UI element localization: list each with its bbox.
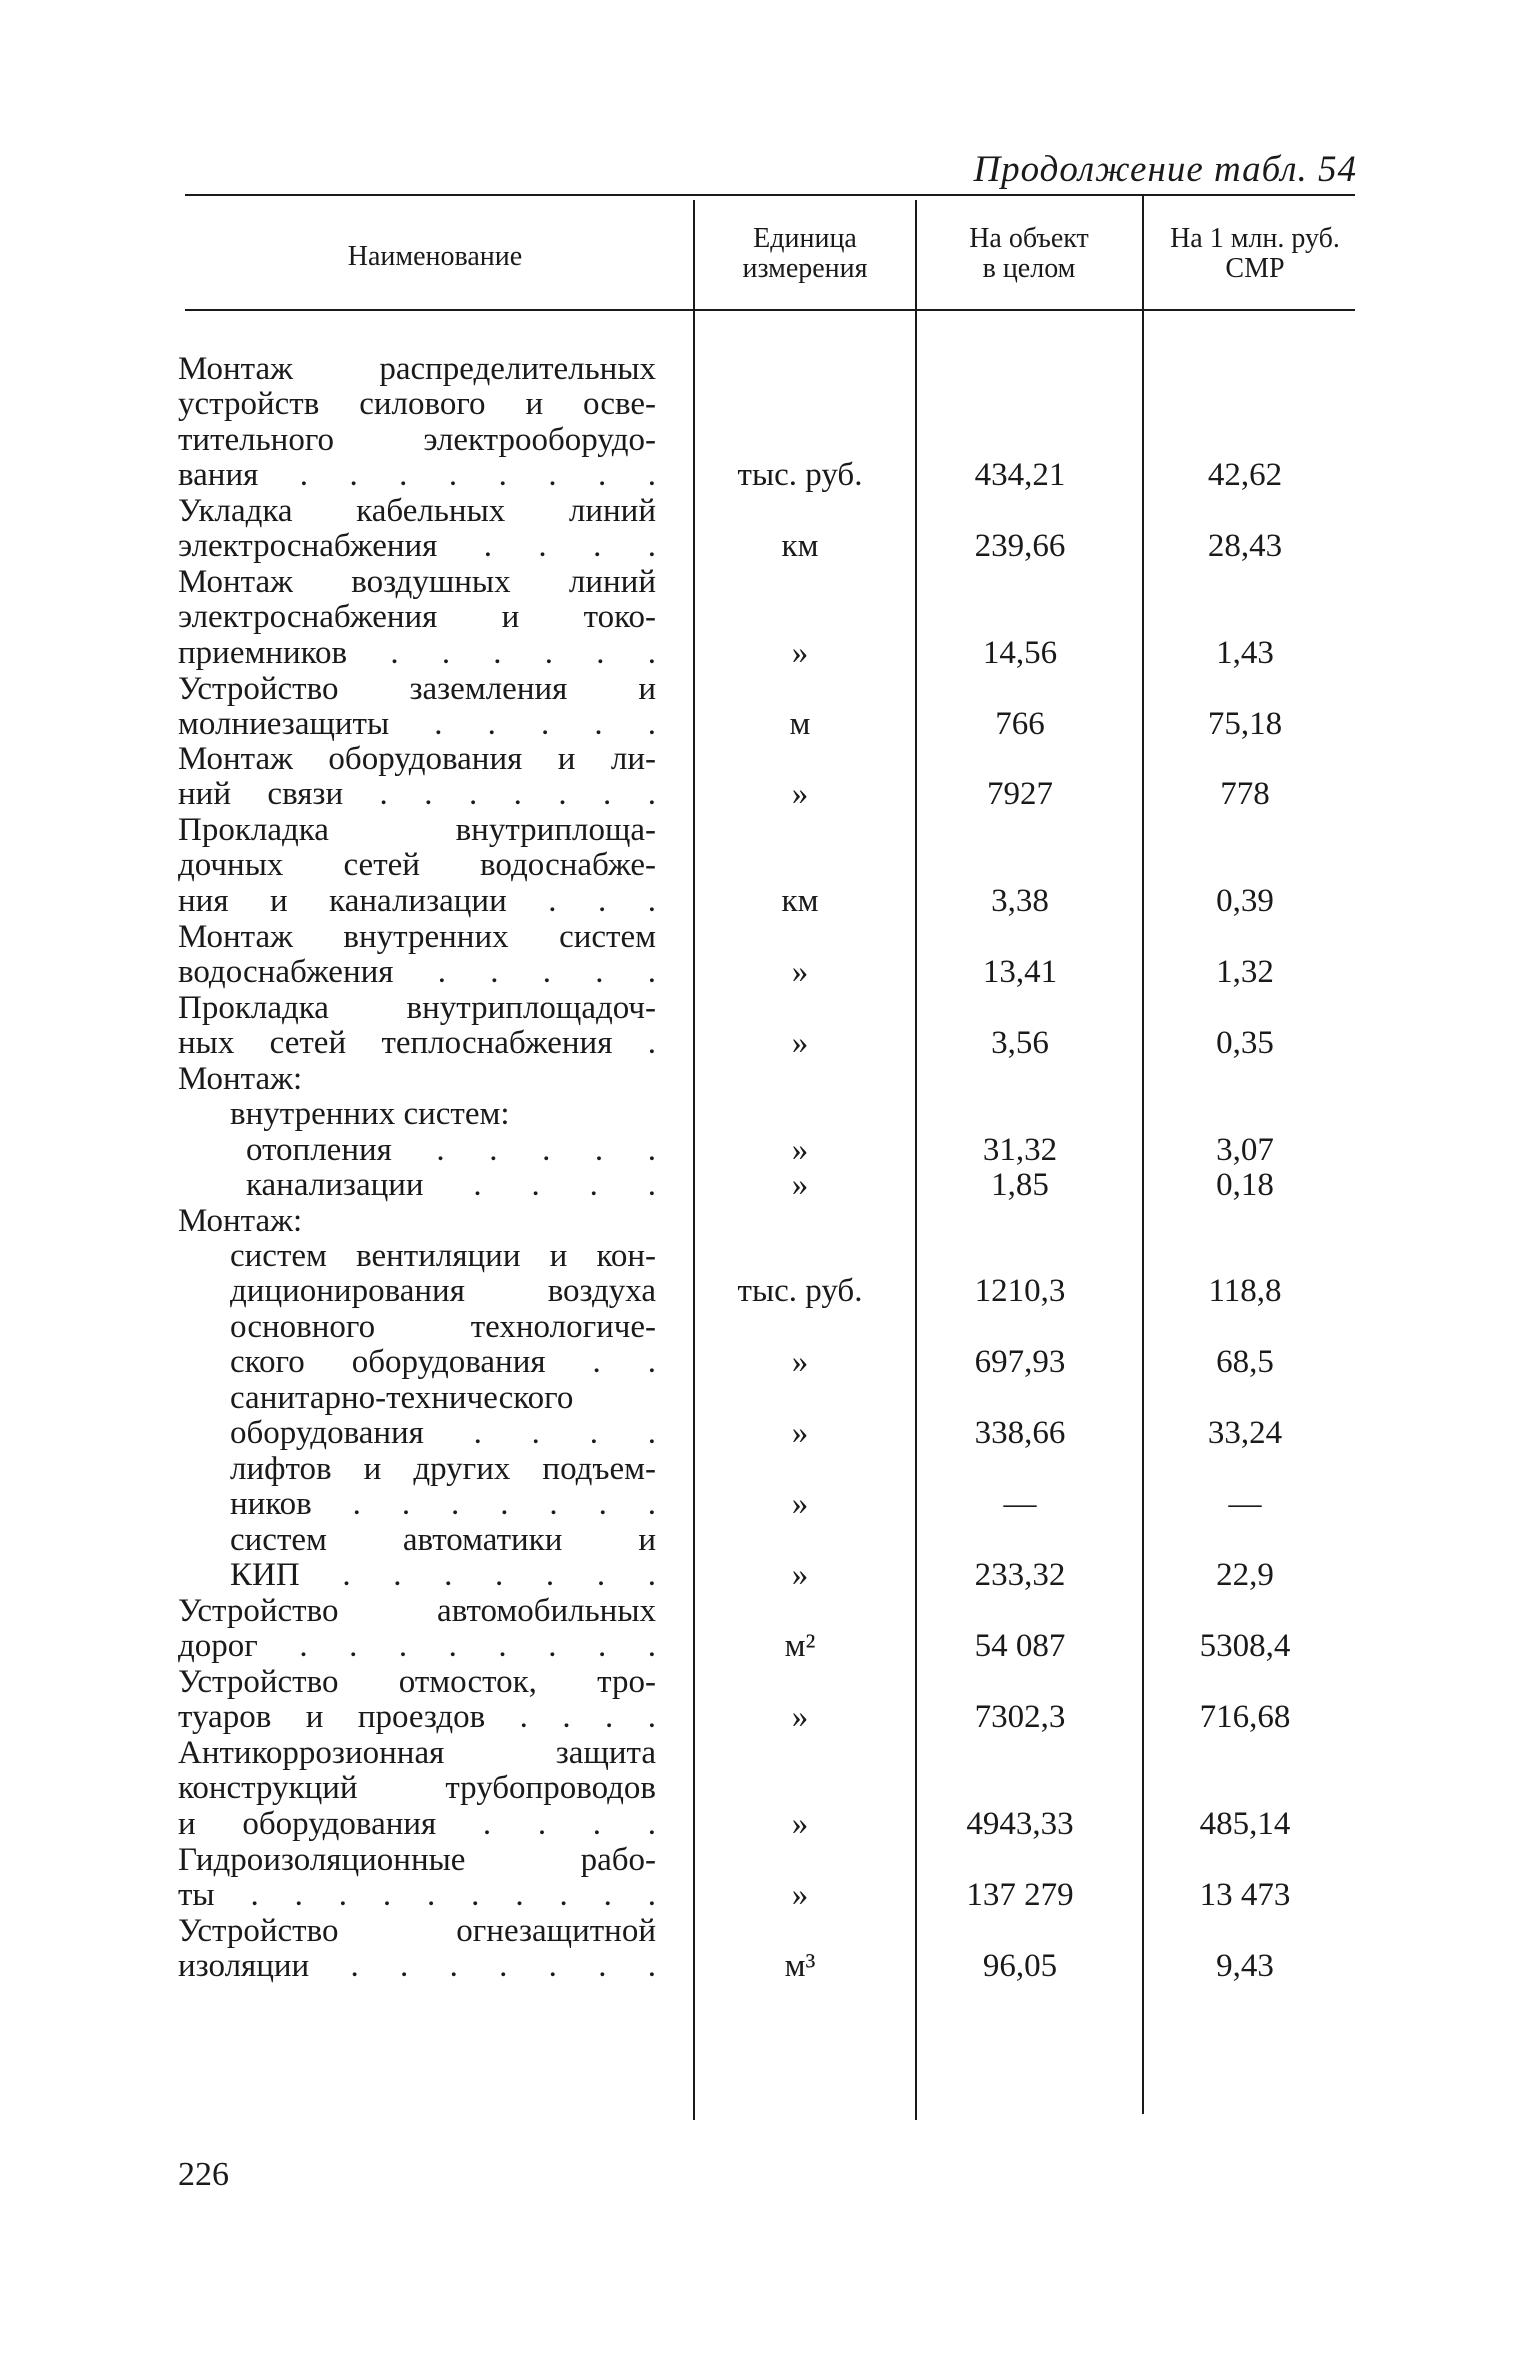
row-smr-value: 68,5 (1216, 1344, 1274, 1381)
row-name (178, 565, 656, 671)
row-smr-value: — (1228, 1486, 1262, 1523)
row-unit: тыс. руб. (737, 1273, 863, 1310)
row-name (178, 920, 656, 991)
row-object-value: 14,56 (982, 634, 1058, 671)
row-name (178, 813, 656, 919)
row-unit: » (791, 1167, 809, 1203)
row-name-line: Гидроизоляционные рабо- (178, 1842, 656, 1878)
row-name-line: ний связи . . . . . . . (178, 776, 656, 813)
row-name-line: Антикоррозионная защита (178, 1735, 656, 1771)
row-name-line: Монтаж воздушных линий (178, 564, 656, 600)
row-smr-value: 3,07 (1216, 1132, 1274, 1168)
row-object-value: 96,05 (982, 1948, 1058, 1985)
row-name-line: Устройство огнезащитной (178, 1913, 656, 1949)
row-object-value: 1,85 (991, 1167, 1049, 1203)
row-smr-value: 13 473 (1199, 1877, 1291, 1914)
row-name-line: канализации . . . . (246, 1167, 656, 1203)
header-object-line-1: На объект (969, 223, 1089, 254)
row-name (178, 494, 656, 565)
row-name (178, 1062, 656, 1097)
row-object-value: 434,21 (974, 456, 1066, 493)
row-name (246, 1168, 656, 1203)
header-unit-line-2: измерения (742, 253, 868, 284)
row-name (230, 1452, 656, 1523)
row-name (178, 1204, 656, 1239)
row-name (230, 1310, 656, 1381)
row-name-line: Прокладка внутриплоща- (178, 812, 656, 848)
row-name-line: устройств силового и осве- (178, 386, 656, 423)
page-number: 226 (178, 2156, 229, 2193)
row-name-line: конструкций трубопроводов (178, 1770, 656, 1807)
row-name-line: отопления . . . . . (246, 1132, 656, 1168)
row-object-value: 54 087 (974, 1628, 1066, 1665)
row-name-line: Прокладка внутриплощадоч- (178, 990, 656, 1026)
row-name-line: ты . . . . . . . . . . (178, 1877, 656, 1914)
row-name-line: вания . . . . . . . . (178, 456, 656, 493)
row-object-value: 13,41 (982, 954, 1058, 991)
row-name-line: электроснабжения . . . . (178, 528, 656, 565)
row-object-value: 137 279 (966, 1877, 1074, 1914)
row-unit: тыс. руб. (737, 456, 863, 493)
row-unit: » (791, 1699, 809, 1736)
row-smr-value: 33,24 (1207, 1415, 1283, 1452)
row-name-line: изоляции . . . . . . . (178, 1948, 656, 1985)
row-name (230, 1239, 656, 1310)
row-name (230, 1523, 656, 1594)
row-name (178, 352, 656, 493)
row-name-line: электроснабжения и токо- (178, 599, 656, 636)
row-name (178, 1914, 656, 1985)
row-name-line: Устройство отмосток, тро- (178, 1664, 656, 1700)
row-object-value: 766 (995, 706, 1045, 743)
row-name-line: дорог . . . . . . . . (178, 1628, 656, 1665)
row-smr-value: 778 (1220, 776, 1270, 813)
row-name-line: санитарно-технического (230, 1380, 574, 1416)
header-smr (1146, 224, 1364, 284)
row-name-line: систем автоматики и (230, 1522, 656, 1558)
row-object-value: 3,56 (991, 1025, 1049, 1062)
header-bottom-rule (185, 309, 1355, 311)
header-unit-line-1: Единица (753, 223, 857, 254)
row-unit: м² (784, 1628, 816, 1665)
row-smr-value: 0,18 (1216, 1167, 1274, 1203)
row-name-line: Устройство автомобильных (178, 1593, 656, 1629)
row-name-line: лифтов и других подъем- (230, 1451, 656, 1487)
row-name-line: Монтаж оборудования и ли- (178, 741, 656, 777)
row-unit: » (791, 1557, 809, 1594)
row-object-value: 338,66 (974, 1415, 1066, 1452)
row-name-line: и оборудования . . . . (178, 1805, 656, 1842)
row-unit: » (791, 1877, 809, 1914)
row-unit: » (791, 634, 809, 671)
header-smr-line-2: СМР (1225, 253, 1285, 284)
row-name (178, 742, 656, 813)
row-object-value: 1210,3 (974, 1273, 1066, 1310)
row-name-line: систем вентиляции и кон- (230, 1238, 656, 1274)
row-smr-value: 42,62 (1207, 456, 1283, 493)
row-smr-value: 75,18 (1207, 706, 1283, 743)
row-unit: » (791, 954, 809, 991)
row-name-line: Укладка кабельных линий (178, 493, 656, 529)
row-name (230, 1097, 656, 1132)
row-smr-value: 0,35 (1216, 1025, 1274, 1062)
row-unit: м³ (784, 1948, 816, 1985)
table-caption: Продолжение табл. 54 (973, 149, 1357, 190)
row-name-line: молниезащиты . . . . . (178, 706, 656, 743)
row-name-line: внутренних систем: (230, 1096, 510, 1132)
row-name-line: Устройство заземления и (178, 671, 656, 707)
row-name-line: дочных сетей водоснабже- (178, 847, 656, 884)
row-smr-value: 716,68 (1199, 1699, 1291, 1736)
row-unit: » (791, 776, 809, 813)
row-name-line: Монтаж распределительных (178, 351, 656, 387)
row-smr-value: 1,32 (1216, 954, 1274, 991)
row-unit: » (791, 1486, 809, 1523)
row-unit: » (791, 1344, 809, 1381)
row-name-line: ния и канализации . . . (178, 882, 656, 919)
row-unit: км (781, 528, 819, 565)
row-object-value: 7302,3 (974, 1699, 1066, 1736)
row-name-line: оборудования . . . . (230, 1415, 656, 1452)
row-unit: м (789, 706, 811, 743)
row-name (178, 1665, 656, 1736)
row-smr-value: 28,43 (1207, 528, 1283, 565)
header-object-line-2: в целом (982, 253, 1076, 284)
row-name-line: диционирования воздуха (230, 1273, 656, 1310)
row-name-line: приемников . . . . . . (178, 634, 656, 671)
row-smr-value: 485,14 (1199, 1805, 1291, 1842)
row-name-line: КИП . . . . . . . (230, 1557, 656, 1594)
row-smr-value: 0,39 (1216, 882, 1274, 919)
row-name-line: ского оборудования . . (230, 1344, 656, 1381)
header-unit (700, 224, 910, 284)
row-unit: » (791, 1805, 809, 1842)
row-smr-value: 9,43 (1216, 1948, 1274, 1985)
row-object-value: 31,32 (982, 1132, 1058, 1168)
row-smr-value: 118,8 (1208, 1273, 1282, 1310)
row-name-line: Монтаж: (178, 1203, 303, 1239)
row-name (178, 1843, 656, 1914)
row-name (178, 991, 656, 1062)
row-name-line: Монтаж: (178, 1061, 303, 1097)
table-top-rule (185, 194, 1355, 196)
row-smr-value: 5308,4 (1199, 1628, 1291, 1665)
row-object-value: 4943,33 (966, 1805, 1074, 1842)
row-name-line: Монтаж внутренних систем (178, 919, 656, 955)
row-unit: » (791, 1415, 809, 1452)
row-smr-value: 1,43 (1216, 634, 1274, 671)
row-name (178, 1594, 656, 1665)
row-name-line: ных сетей теплоснабжения . (178, 1025, 656, 1062)
row-object-value: 233,32 (974, 1557, 1066, 1594)
row-name (178, 672, 656, 743)
row-object-value: 239,66 (974, 528, 1066, 565)
row-name-line: туаров и проездов . . . . (178, 1699, 656, 1736)
header-object (920, 224, 1138, 284)
row-unit: » (791, 1132, 809, 1168)
row-object-value: 3,38 (991, 882, 1049, 919)
row-object-value: 7927 (987, 776, 1053, 813)
header-smr-line-1: На 1 млн. руб. (1170, 223, 1340, 254)
row-name-line: основного технологиче- (230, 1309, 656, 1345)
row-name-line: ников . . . . . . . (230, 1486, 656, 1523)
row-name-line: водоснабжения . . . . . (178, 954, 656, 991)
row-unit: км (781, 882, 819, 919)
row-name (246, 1133, 656, 1168)
row-name-line: тительного электрооборудо- (178, 421, 656, 458)
row-object-value: — (1003, 1486, 1037, 1523)
row-unit: » (791, 1025, 809, 1062)
row-smr-value: 22,9 (1216, 1557, 1274, 1594)
row-object-value: 697,93 (974, 1344, 1066, 1381)
row-name (230, 1381, 656, 1452)
header-name: Наименование (347, 241, 523, 272)
row-name (178, 1736, 656, 1842)
